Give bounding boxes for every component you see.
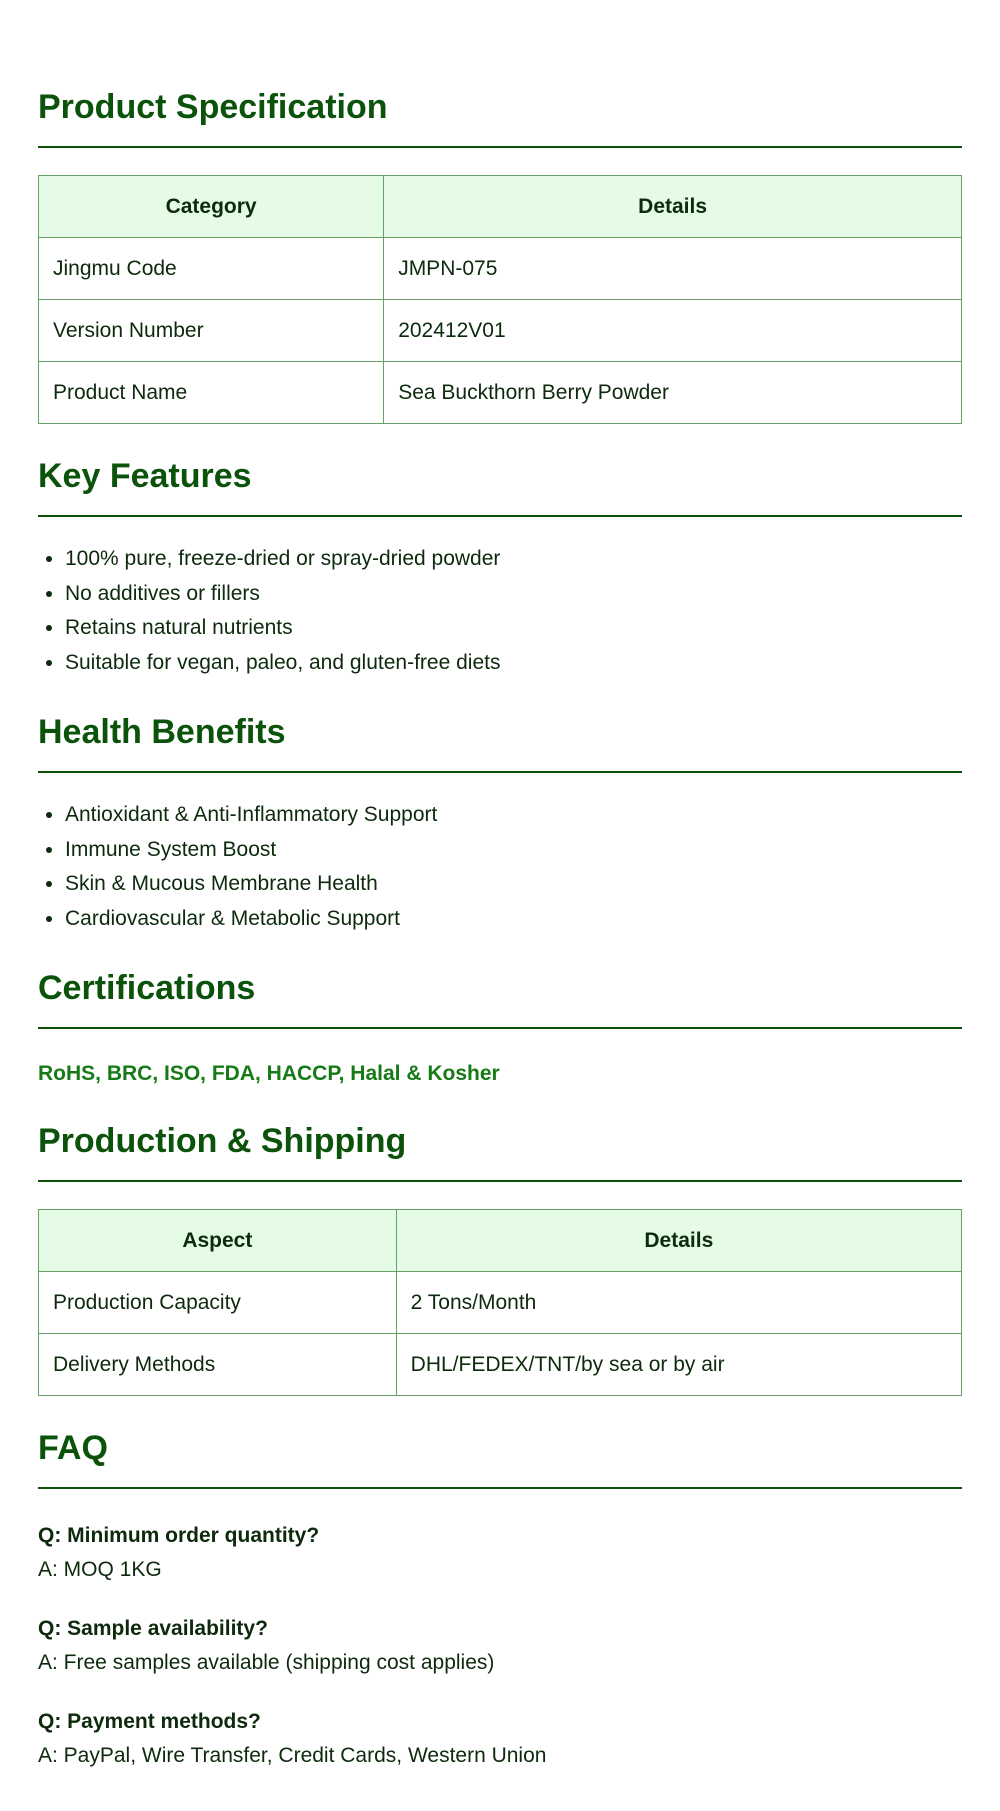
table-cell: DHL/FEDEX/TNT/by sea or by air bbox=[396, 1334, 961, 1396]
table-row bbox=[39, 238, 962, 300]
faq-item bbox=[38, 1705, 962, 1773]
list-item: • Cardiovascular & Metabolic Support bbox=[65, 902, 962, 937]
table-row bbox=[39, 1272, 962, 1334]
section-title-certifications: Certifications bbox=[38, 961, 962, 1029]
table-row bbox=[39, 362, 962, 424]
faq-answer: A: PayPal, Wire Transfer, Credit Cards, Western Union bbox=[38, 1744, 547, 1767]
table-row bbox=[39, 1334, 962, 1396]
table-cell: JMPN-075 bbox=[384, 238, 962, 300]
faq-list bbox=[38, 1519, 962, 1773]
faq-question: Q: Payment methods? bbox=[38, 1710, 261, 1733]
faq-item bbox=[38, 1612, 962, 1680]
table-header-cell: Details bbox=[384, 176, 962, 238]
list-item: • Skin & Mucous Membrane Health bbox=[65, 867, 962, 902]
list-item: • Immune System Boost bbox=[65, 833, 962, 868]
health-benefits-list bbox=[38, 798, 962, 936]
table-header-row bbox=[39, 176, 962, 238]
table-cell: 202412V01 bbox=[384, 300, 962, 362]
certifications-text: RoHS, BRC, ISO, FDA, HACCP, Halal & Kosher bbox=[38, 1062, 500, 1085]
table-cell: Version Number bbox=[39, 300, 384, 362]
production-shipping-table bbox=[38, 1209, 962, 1396]
faq-question: Q: Minimum order quantity? bbox=[38, 1524, 320, 1547]
table-cell: 2 Tons/Month bbox=[396, 1272, 961, 1334]
table-row bbox=[39, 300, 962, 362]
section-title-faq: FAQ bbox=[38, 1421, 962, 1489]
key-features-list bbox=[38, 542, 962, 680]
table-header-cell: Details bbox=[396, 1210, 961, 1272]
table-header-row bbox=[39, 1210, 962, 1272]
faq-question: Q: Sample availability? bbox=[38, 1617, 268, 1640]
product-specification-table bbox=[38, 175, 962, 424]
table-header-cell: Aspect bbox=[39, 1210, 397, 1272]
table-cell: Sea Buckthorn Berry Powder bbox=[384, 362, 962, 424]
list-item: • Retains natural nutrients bbox=[65, 611, 962, 646]
list-item: • No additives or fillers bbox=[65, 577, 962, 612]
table-cell: Jingmu Code bbox=[39, 238, 384, 300]
section-title-production-shipping: Production & Shipping bbox=[38, 1114, 962, 1182]
list-item: • Suitable for vegan, paleo, and gluten-free diets bbox=[65, 646, 962, 681]
faq-answer: A: MOQ 1KG bbox=[38, 1558, 162, 1581]
list-item: • Antioxidant & Anti-Inflammatory Support bbox=[65, 798, 962, 833]
section-title-health-benefits: Health Benefits bbox=[38, 705, 962, 773]
table-cell: Production Capacity bbox=[39, 1272, 397, 1334]
list-item: • 100% pure, freeze-dried or spray-dried powder bbox=[65, 542, 962, 577]
section-title-product-specification: Product Specification bbox=[38, 80, 962, 148]
section-title-key-features: Key Features bbox=[38, 449, 962, 517]
faq-answer: A: Free samples available (shipping cost applies) bbox=[38, 1651, 495, 1674]
table-cell: Delivery Methods bbox=[39, 1334, 397, 1396]
faq-item bbox=[38, 1519, 962, 1587]
table-cell: Product Name bbox=[39, 362, 384, 424]
table-header-cell: Category bbox=[39, 176, 384, 238]
